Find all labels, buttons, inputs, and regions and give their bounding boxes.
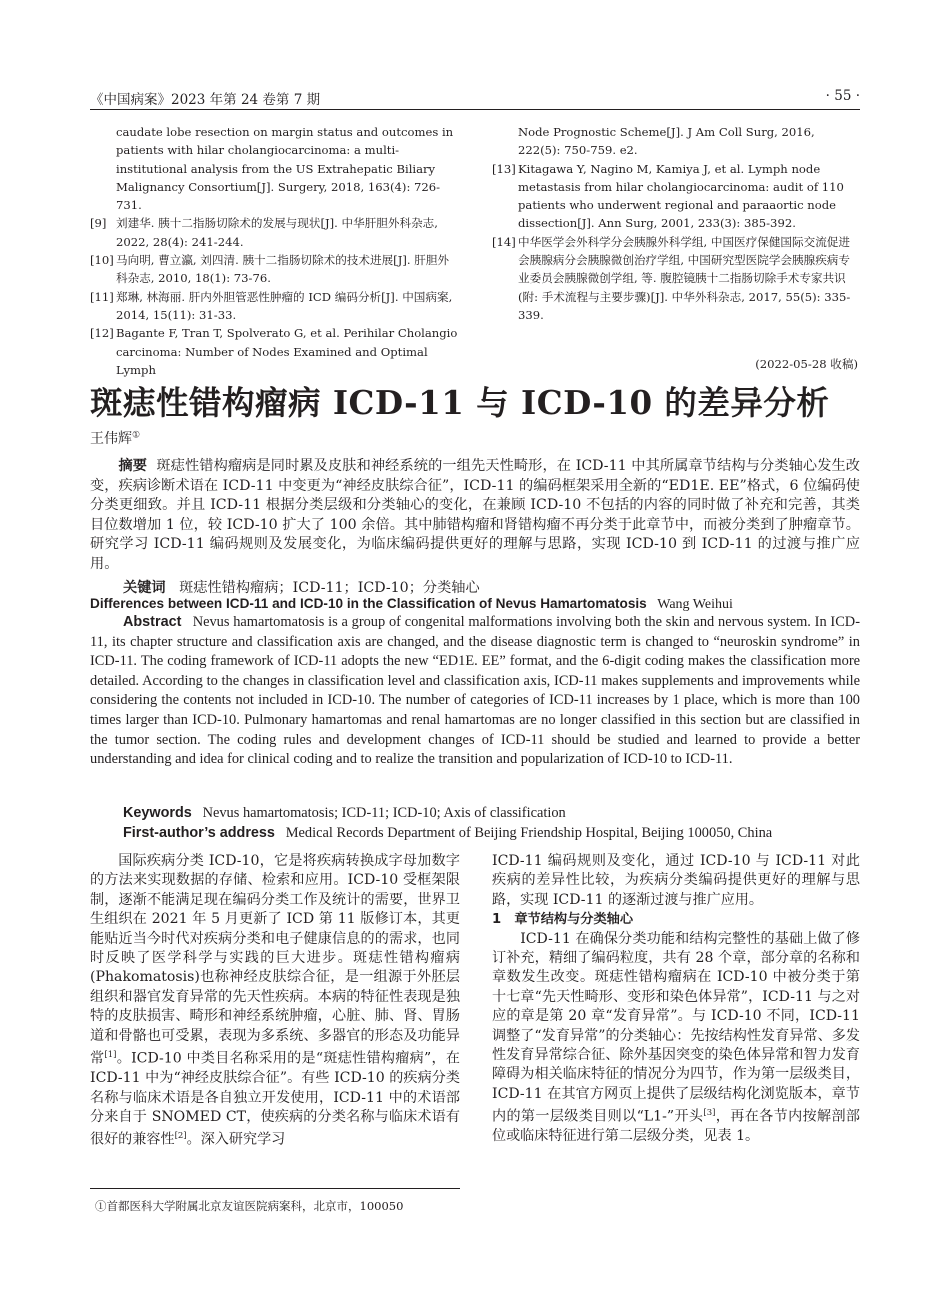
reference-text: caudate lobe resection on margin status and outcomes in patients with hilar cholangiocarcinoma: a multi-institutional analysis from the US Extrahepatic Biliary Malignancy Consortium[J]. Surgery, 2018, 163(4): 726-731. bbox=[116, 125, 454, 213]
reference-number: [14] bbox=[492, 234, 516, 249]
body-text: 。深入研究学习 bbox=[186, 1132, 286, 1149]
body-text: 国际疾病分类 ICD-10，它是将疾病转换成字母加数字的方法来实现数据的存储、检索和应用。ICD-10 受框架限制，逐渐不能满足现在编码分类工作及统计的需要，世界卫生组织在 2021 年 5 月更新了 ICD 第 11 版修订本，其更能贴近当今时代对疾病分类和电子健康信息的的需求，也同时反映了医学科学与实践的巨大进步。斑痣性错构瘤病(Phakomatosis)也称神经皮肤综合征，是一组源于外胚层组织和器官发育异常的先天性疾病。本病的特征性表现是独特的皮肤损害、畸形和神经系统肿瘤，心脏、肺、肾、胃肠道和骨骼也可受累，表现为多系统、多器官的形态及功能异常 bbox=[90, 853, 460, 1067]
english-title-line bbox=[90, 596, 733, 613]
reference-text: 中华医学会外科学分会胰腺外科学组, 中国医疗保健国际交流促进会胰腺病分会胰腺微创治疗学组, 中国研究型医院学会胰腺疾病专业委员会胰腺微创学组, 等. 腹腔镜胰十二指肠切除手术专家共识(附: 手术流程与主要步骤)[J]. 中华外科杂志, 2017, 55(5): 335-339. bbox=[518, 234, 851, 322]
first-author-address bbox=[123, 825, 772, 842]
english-title: Differences between ICD-11 and ICD-10 in the Classification of Nevus Hamartomatosis bbox=[90, 596, 647, 611]
reference-text: Kitagawa Y, Nagino M, Kamiya J, et al. Lymph node metastasis from hilar cholangiocarcinoma: audit of 110 patients who underwent regional and paraaortic node dissection[J]. Ann Surg, 2001, 233(3): 385-392. bbox=[518, 161, 844, 231]
citation: [2] bbox=[174, 1131, 187, 1142]
page-number: · 55 · bbox=[825, 88, 860, 104]
body-text: 。ICD-10 中类目名称采用的是“斑痣性错构瘤病”，在 ICD-11 中为“神经皮肤综合征”。有些 ICD-10 的疾病分类名称与临床术语是各自独立开发使用，ICD-11 中的术语部分来自于 SNOMED CT，使疾病的分类名称与临床术语有很好的兼容性 bbox=[90, 1050, 461, 1149]
reference-text: 马向明, 曹立瀛, 刘四清. 胰十二指肠切除术的技术进展[J]. 肝胆外科杂志, 2010, 18(1): 73-76. bbox=[116, 253, 450, 286]
abstract-cn bbox=[90, 457, 860, 575]
keywords-en-text: Nevus hamartomatosis; ICD-11; ICD-10; Axis of classification bbox=[202, 805, 566, 821]
reference-number: [13] bbox=[492, 161, 516, 176]
journal-issue: 《中国病案》2023 年第 24 卷第 7 期 bbox=[90, 92, 321, 108]
abstract-en bbox=[90, 613, 860, 770]
reference-item bbox=[492, 123, 860, 160]
reference-text: 郑琳, 林海丽. 肝内外胆管恶性肿瘤的 ICD 编码分析[J]. 中国病案, 2014, 15(11): 31-33. bbox=[116, 289, 453, 322]
keywords-en-label: Keywords bbox=[123, 805, 192, 821]
reference-item bbox=[492, 233, 860, 324]
reference-number: [9] bbox=[90, 216, 107, 231]
reference-item bbox=[90, 123, 458, 214]
keywords-en bbox=[123, 805, 566, 822]
address-label: First-author’s address bbox=[123, 825, 275, 841]
received-date: (2022-05-28 收稿) bbox=[755, 357, 858, 371]
abstract-cn-label: 摘要 bbox=[118, 458, 148, 474]
body-right-column bbox=[492, 852, 860, 1147]
body-text: ，再在各节内按解剖部位或临床特征进行第二层级分类，见表 1。 bbox=[492, 1108, 861, 1145]
body-paragraph bbox=[90, 852, 460, 1150]
author-name: 王伟辉 bbox=[90, 431, 132, 447]
footnote: ①首都医科大学附属北京友谊医院病案科，北京市，100050 bbox=[95, 1199, 404, 1213]
reference-item bbox=[492, 160, 860, 233]
keywords-cn-text: 斑痣性错构瘤病；ICD-11；ICD-10；分类轴心 bbox=[179, 580, 480, 596]
author bbox=[90, 428, 140, 448]
article-title: 斑痣性错构瘤病 ICD-11 与 ICD-10 的差异分析 bbox=[90, 383, 830, 422]
citation: [1] bbox=[104, 1050, 117, 1061]
body-paragraph bbox=[492, 930, 860, 1147]
footnote-rule bbox=[90, 1188, 460, 1189]
reference-item bbox=[90, 288, 458, 325]
citation: [3] bbox=[703, 1108, 716, 1119]
reference-text: Bagante F, Tran T, Spolverato G, et al. Perihilar Cholangio carcinoma: Number of Nodes Examined and Optimal Lymph bbox=[116, 326, 458, 377]
abstract-en-label: Abstract bbox=[123, 614, 182, 630]
body-paragraph: ICD-11 编码规则及变化，通过 ICD-10 与 ICD-11 对此疾病的差异性比较，为疾病分类编码提供更好的理解与思路，实现 ICD-11 的逐渐过渡与推广应用。 bbox=[492, 853, 860, 908]
address-text: Medical Records Department of Beijing Friendship Hospital, Beijing 100050, China bbox=[285, 825, 773, 841]
body-left-column bbox=[90, 852, 460, 1150]
reference-item bbox=[90, 324, 458, 379]
abstract-cn-text: 斑痣性错构瘤病是同时累及皮肤和神经系统的一组先天性畸形，在 ICD-11 中其所属章节结构与分类轴心发生改变，疾病诊断术语在 ICD-11 中变更为“神经皮肤综合征”，ICD-11 的编码框架采用全新的“ED1E. EE”格式，6 位编码使分类更细致。并且 ICD-11 根据分类层级和分类轴心的变化，在兼顾 ICD-10 不包括的内容的同时做了补充和完善，其类目位数增加 1 位，较 ICD-10 扩大了 100 余倍。其中肺错构瘤和肾错构瘤不再分类于此章节中，而被分类到了肿瘤章节。研究学习 ICD-11 编码规则及发展变化，为临床编码提供更好的理解与思路，实现 ICD-10 到 ICD-11 的过渡与推广应用。 bbox=[90, 458, 860, 572]
reference-text: 刘建华. 胰十二指肠切除术的发展与现状[J]. 中华肝胆外科杂志, 2022, 28(4): 241-244. bbox=[116, 216, 438, 249]
reference-text: Node Prognostic Scheme[J]. J Am Coll Surg, 2016, 222(5): 750-759. e2. bbox=[518, 125, 815, 158]
running-header bbox=[90, 88, 860, 108]
reference-number: [10] bbox=[90, 253, 114, 268]
author-affiliation-mark: ① bbox=[132, 430, 141, 441]
body-text: ICD-11 在确保分类功能和结构完整性的基础上做了修订补充，精细了编码粒度，共有 28 个章，部分章的名称和章数发生改变。斑痣性错构瘤病在 ICD-10 中被分类于第十七章“先天性畸形、变形和染色体异常”，ICD-11 与之对应的章是第 20 章“发育异常”。与 ICD-10 不同，ICD-11 调整了“发育异常”的分类轴心：先按结构性发育异常、多发性发育异常综合征、除外基因突变的染色体异常和智力发育障碍为相关临床特征的情况分为四节，作为第一层级类目，ICD-11 在其官方网页上提供了层级结构化浏览版本，章节内的第一层级类目则以“L1-”开头 bbox=[492, 930, 860, 1125]
reference-item bbox=[90, 251, 458, 288]
reference-number: [11] bbox=[90, 289, 114, 304]
section-heading: 1 章节结构与分类轴心 bbox=[492, 912, 634, 928]
english-author: Wang Weihui bbox=[657, 597, 733, 612]
reference-item bbox=[90, 214, 458, 251]
abstract-en-text: Nevus hamartomatosis is a group of congenital malformations involving both the skin and nervous system. In ICD-11, its chapter structure and classification axis are changed, and the disease diagnostic term is changed to “neuroskin syndrome” in ICD-11. The coding framework of ICD-11 adopts the new “ED1E. EE” format, and the 6-digit coding makes the classification more detailed. According to the changes in classification level and classification axis, ICD-11 makes supplements and improvements while considering the contents not included in ICD-10. The number of categories of ICD-11 increases by 1 place, which is more than 100 times larger than ICD-10. Pulmonary hamartomas and renal hamartomas are no longer classified in this section but are classified in the tumor section. The coding rules and development changes of ICD-11 should be studied and learned to provide a better understanding and idea for clinical coding and to realize the transition and popularization of ICD-10 to ICD-11. bbox=[90, 614, 860, 768]
keywords-cn-label: 关键词 bbox=[123, 580, 166, 596]
references-right-column bbox=[492, 123, 860, 324]
reference-number: [12] bbox=[90, 326, 114, 341]
references-left-column bbox=[90, 123, 458, 379]
header-rule bbox=[90, 109, 860, 110]
keywords-cn bbox=[123, 577, 480, 597]
